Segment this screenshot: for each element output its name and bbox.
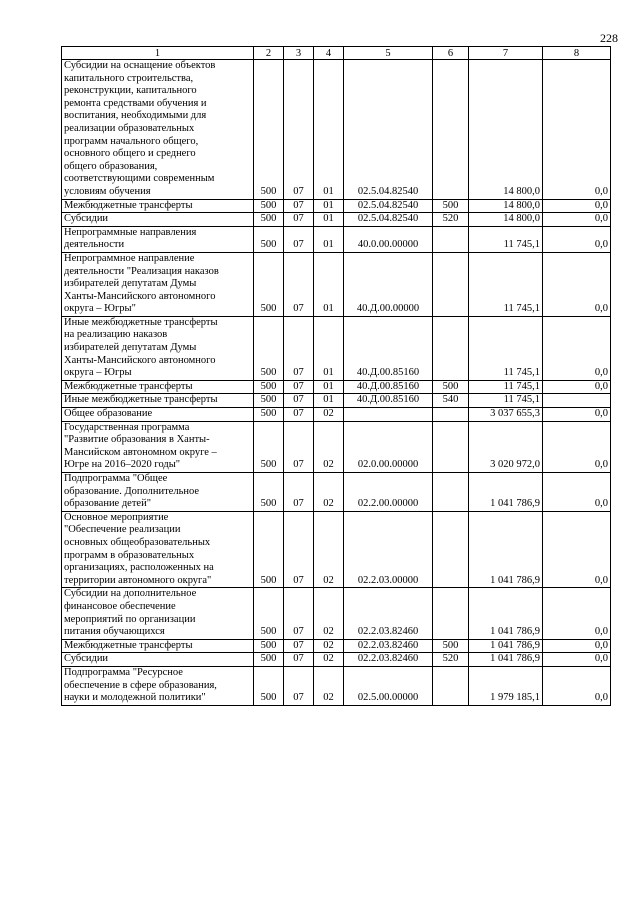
subsection-cell: 01 [314, 226, 344, 252]
code-cell: 500 [254, 653, 284, 667]
section-cell: 07 [284, 639, 314, 653]
section-cell: 07 [284, 394, 314, 408]
subsection-cell: 01 [314, 252, 344, 316]
subsection-cell: 02 [314, 639, 344, 653]
code-cell: 500 [254, 380, 284, 394]
section-cell: 07 [284, 666, 314, 705]
header-row [62, 47, 611, 60]
amount2-cell: 0,0 [543, 199, 611, 213]
expense-type-cell: 540 [433, 394, 469, 408]
target-article-cell: 02.5.04.82540 [344, 60, 433, 200]
code-cell: 500 [254, 213, 284, 227]
row-name-cell: Иные межбюджетные трансферты [62, 394, 254, 408]
expense-type-cell [433, 252, 469, 316]
code-cell: 500 [254, 408, 284, 422]
column-header: 5 [344, 47, 433, 60]
subsection-cell: 02 [314, 408, 344, 422]
subsection-cell: 02 [314, 421, 344, 472]
expense-type-cell: 520 [433, 653, 469, 667]
target-article-cell: 02.2.00.00000 [344, 473, 433, 512]
code-cell: 500 [254, 60, 284, 200]
row-name-cell: Основное мероприятие "Обеспечение реализации основных общеобразовательных программ в образовательных организациях, расположенных на территории автономного округа" [62, 511, 254, 588]
subsection-cell: 01 [314, 60, 344, 200]
table-row [62, 213, 611, 227]
table-row [62, 511, 611, 588]
code-cell: 500 [254, 639, 284, 653]
section-cell: 07 [284, 380, 314, 394]
subsection-cell: 02 [314, 666, 344, 705]
amount2-cell: 0,0 [543, 226, 611, 252]
budget-table [61, 46, 611, 706]
column-header: 2 [254, 47, 284, 60]
amount2-cell: 0,0 [543, 380, 611, 394]
table-row [62, 473, 611, 512]
target-article-cell: 02.5.00.00000 [344, 666, 433, 705]
section-cell: 07 [284, 316, 314, 380]
section-cell: 07 [284, 199, 314, 213]
amount-cell: 1 979 185,1 [469, 666, 543, 705]
table-row [62, 394, 611, 408]
amount-cell: 1 041 786,9 [469, 639, 543, 653]
subsection-cell: 01 [314, 199, 344, 213]
subsection-cell: 01 [314, 394, 344, 408]
page-number: 228 [600, 31, 618, 45]
target-article-cell: 02.2.03.00000 [344, 511, 433, 588]
subsection-cell: 01 [314, 380, 344, 394]
target-article-cell: 02.2.03.82460 [344, 653, 433, 667]
target-article-cell: 02.2.03.82460 [344, 588, 433, 639]
section-cell: 07 [284, 511, 314, 588]
table-row [62, 588, 611, 639]
table-row [62, 226, 611, 252]
column-header: 3 [284, 47, 314, 60]
target-article-cell: 40.0.00.00000 [344, 226, 433, 252]
subsection-cell: 02 [314, 511, 344, 588]
code-cell: 500 [254, 473, 284, 512]
table-row [62, 421, 611, 472]
subsection-cell: 02 [314, 653, 344, 667]
row-name-cell: Субсидии [62, 653, 254, 667]
amount-cell: 1 041 786,9 [469, 653, 543, 667]
expense-type-cell [433, 421, 469, 472]
section-cell: 07 [284, 653, 314, 667]
target-article-cell: 40.Д.00.00000 [344, 252, 433, 316]
table-body [62, 60, 611, 706]
code-cell: 500 [254, 588, 284, 639]
code-cell: 500 [254, 316, 284, 380]
amount-cell: 11 745,1 [469, 394, 543, 408]
amount2-cell: 0,0 [543, 252, 611, 316]
target-article-cell: 02.5.04.82540 [344, 213, 433, 227]
section-cell: 07 [284, 226, 314, 252]
amount2-cell [543, 394, 611, 408]
section-cell: 07 [284, 421, 314, 472]
amount-cell: 3 020 972,0 [469, 421, 543, 472]
expense-type-cell: 500 [433, 639, 469, 653]
target-article-cell: 02.5.04.82540 [344, 199, 433, 213]
amount-cell: 14 800,0 [469, 199, 543, 213]
column-header: 7 [469, 47, 543, 60]
amount-cell: 1 041 786,9 [469, 511, 543, 588]
section-cell: 07 [284, 408, 314, 422]
amount2-cell: 0,0 [543, 473, 611, 512]
amount2-cell: 0,0 [543, 316, 611, 380]
column-header: 4 [314, 47, 344, 60]
target-article-cell: 40.Д.00.85160 [344, 316, 433, 380]
code-cell: 500 [254, 511, 284, 588]
expense-type-cell [433, 226, 469, 252]
section-cell: 07 [284, 252, 314, 316]
table-row [62, 666, 611, 705]
amount2-cell: 0,0 [543, 511, 611, 588]
row-name-cell: Подпрограмма "Общее образование. Дополнительное образование детей" [62, 473, 254, 512]
amount2-cell: 0,0 [543, 60, 611, 200]
expense-type-cell [433, 588, 469, 639]
code-cell: 500 [254, 421, 284, 472]
row-name-cell: Субсидии на дополнительное финансовое обеспечение мероприятий по организации питания обучающихся [62, 588, 254, 639]
section-cell: 07 [284, 213, 314, 227]
amount2-cell: 0,0 [543, 421, 611, 472]
amount-cell: 11 745,1 [469, 316, 543, 380]
expense-type-cell [433, 60, 469, 200]
row-name-cell: Межбюджетные трансферты [62, 199, 254, 213]
table-row [62, 380, 611, 394]
amount2-cell: 0,0 [543, 408, 611, 422]
row-name-cell: Иные межбюджетные трансферты на реализацию наказов избирателей депутатам Думы Ханты-Мансийского автономного округа – Югры [62, 316, 254, 380]
amount2-cell: 0,0 [543, 653, 611, 667]
row-name-cell: Подпрограмма "Ресурсное обеспечение в сфере образования, науки и молодежной политики" [62, 666, 254, 705]
amount-cell: 1 041 786,9 [469, 588, 543, 639]
table-header [62, 47, 611, 60]
subsection-cell: 02 [314, 588, 344, 639]
code-cell: 500 [254, 199, 284, 213]
table-row [62, 199, 611, 213]
expense-type-cell [433, 473, 469, 512]
amount2-cell: 0,0 [543, 639, 611, 653]
amount-cell: 11 745,1 [469, 226, 543, 252]
amount2-cell: 0,0 [543, 213, 611, 227]
target-article-cell: 40.Д.00.85160 [344, 380, 433, 394]
target-article-cell: 02.0.00.00000 [344, 421, 433, 472]
amount2-cell: 0,0 [543, 588, 611, 639]
target-article-cell [344, 408, 433, 422]
section-cell: 07 [284, 473, 314, 512]
column-header: 8 [543, 47, 611, 60]
target-article-cell: 02.2.03.82460 [344, 639, 433, 653]
section-cell: 07 [284, 588, 314, 639]
code-cell: 500 [254, 226, 284, 252]
code-cell: 500 [254, 666, 284, 705]
expense-type-cell: 500 [433, 199, 469, 213]
amount-cell: 14 800,0 [469, 213, 543, 227]
subsection-cell: 01 [314, 316, 344, 380]
table-row [62, 653, 611, 667]
amount-cell: 3 037 655,3 [469, 408, 543, 422]
table-row [62, 316, 611, 380]
table-row [62, 60, 611, 200]
row-name-cell: Непрограммное направление деятельности "Реализация наказов избирателей депутатам Думы Ханты-Мансийского автономного округа – Югры" [62, 252, 254, 316]
row-name-cell: Субсидии [62, 213, 254, 227]
section-cell: 07 [284, 60, 314, 200]
expense-type-cell [433, 408, 469, 422]
table-row [62, 639, 611, 653]
amount2-cell: 0,0 [543, 666, 611, 705]
table-row [62, 252, 611, 316]
subsection-cell: 01 [314, 213, 344, 227]
expense-type-cell: 500 [433, 380, 469, 394]
expense-type-cell [433, 511, 469, 588]
amount-cell: 14 800,0 [469, 60, 543, 200]
amount-cell: 11 745,1 [469, 380, 543, 394]
expense-type-cell [433, 316, 469, 380]
row-name-cell: Межбюджетные трансферты [62, 380, 254, 394]
code-cell: 500 [254, 252, 284, 316]
column-header: 6 [433, 47, 469, 60]
row-name-cell: Непрограммные направления деятельности [62, 226, 254, 252]
table-row [62, 408, 611, 422]
row-name-cell: Государственная программа "Развитие образования в Ханты- Мансийском автономном округе – Югре на 2016–2020 годы" [62, 421, 254, 472]
column-header: 1 [62, 47, 254, 60]
expense-type-cell [433, 666, 469, 705]
expense-type-cell: 520 [433, 213, 469, 227]
subsection-cell: 02 [314, 473, 344, 512]
row-name-cell: Межбюджетные трансферты [62, 639, 254, 653]
target-article-cell: 40.Д.00.85160 [344, 394, 433, 408]
row-name-cell: Субсидии на оснащение объектов капитального строительства, реконструкции, капитального ремонта средствами обучения и воспитания, необходимыми для реализации образовательных программ начального общего, основного общего и среднего общего образования, соответствующими современным условиям обучения [62, 60, 254, 200]
row-name-cell: Общее образование [62, 408, 254, 422]
amount-cell: 11 745,1 [469, 252, 543, 316]
code-cell: 500 [254, 394, 284, 408]
amount-cell: 1 041 786,9 [469, 473, 543, 512]
